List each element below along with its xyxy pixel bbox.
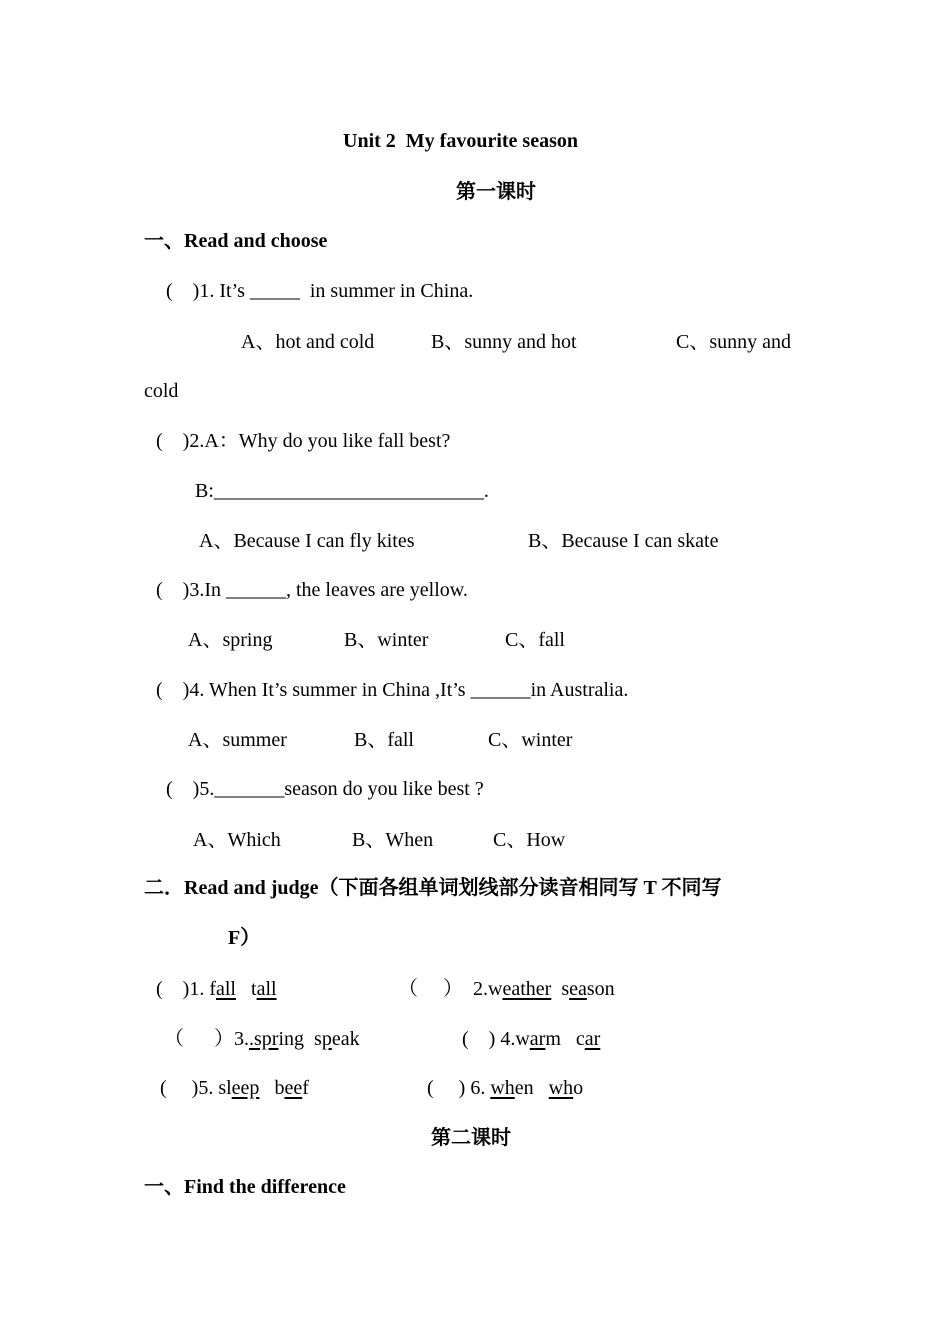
judge-item-paren: ( ) 4. bbox=[462, 1028, 516, 1050]
judge-item-paren: ( )1. bbox=[156, 978, 210, 1000]
section-heading-find-difference: 一、Find the difference bbox=[144, 1176, 346, 1198]
judge-word-1: .spring bbox=[249, 1028, 305, 1050]
section-heading-read-choose: 一、Read and choose bbox=[144, 230, 328, 252]
judge-word-1: when bbox=[490, 1077, 534, 1099]
question-2-stem: ( )2.A：Why do you like fall best? bbox=[156, 430, 451, 452]
judge-word-1: fall bbox=[209, 978, 236, 1000]
judge-word-2: beef bbox=[274, 1077, 309, 1099]
section-heading-read-judge: 二．Read and judge（下面各组单词划线部分读音相同写 T 不同写 bbox=[144, 877, 722, 899]
question-5-option-b: B、When bbox=[352, 829, 434, 851]
question-4-option-b: B、fall bbox=[354, 729, 414, 751]
judge-word-1: weather bbox=[488, 978, 552, 1000]
question-4-option-a: A、summer bbox=[188, 729, 287, 751]
judge-item-paren: ( )5. bbox=[160, 1077, 219, 1099]
question-1-option-c-continued: cold bbox=[144, 380, 179, 402]
judge-word-1: warm bbox=[515, 1028, 561, 1050]
judge-word-1: sleep bbox=[218, 1077, 260, 1099]
judge-item-2 bbox=[398, 977, 615, 1001]
question-5-stem: ( )5._______season do you like best ? bbox=[166, 778, 484, 800]
judge-item-1 bbox=[156, 977, 277, 1001]
judge-item-paren: （ ） 2. bbox=[398, 978, 488, 1000]
question-3-option-c: C、fall bbox=[505, 629, 565, 651]
judge-item-5 bbox=[160, 1076, 309, 1100]
question-1-option-b: B、sunny and hot bbox=[431, 331, 577, 353]
judge-item-3 bbox=[164, 1027, 360, 1051]
question-1-option-a: A、hot and cold bbox=[241, 331, 375, 353]
judge-item-paren: ( ) 6. bbox=[427, 1077, 491, 1099]
lesson-heading-1: 第一课时 bbox=[456, 181, 536, 203]
question-3-stem: ( )3.In ______, the leaves are yellow. bbox=[156, 579, 468, 601]
question-2-answer-line: B:___________________________. bbox=[195, 480, 489, 502]
question-5-option-c: C、How bbox=[493, 829, 566, 851]
question-2-option-a: A、Because I can fly kites bbox=[199, 530, 415, 552]
question-4-option-c: C、winter bbox=[488, 729, 573, 751]
question-4-stem: ( )4. When It’s summer in China ,It’s ______in Australia. bbox=[156, 679, 629, 701]
question-3-option-b: B、winter bbox=[344, 629, 429, 651]
judge-word-2: tall bbox=[251, 978, 277, 1000]
judge-item-paren: （ ）3. bbox=[164, 1028, 249, 1050]
section-heading-read-judge-continued: F） bbox=[228, 927, 261, 949]
judge-word-2: season bbox=[561, 978, 615, 1000]
judge-word-2: car bbox=[575, 1028, 601, 1050]
document-title: Unit 2 My favourite season bbox=[343, 130, 578, 152]
question-1-stem: ( )1. It’s _____ in summer in China. bbox=[166, 280, 474, 302]
question-3-option-a: A、spring bbox=[188, 629, 273, 651]
judge-word-2: who bbox=[548, 1077, 584, 1099]
judge-item-4 bbox=[462, 1027, 600, 1051]
question-1-option-c: C、sunny and bbox=[676, 331, 791, 353]
lesson-heading-2: 第二课时 bbox=[431, 1127, 511, 1149]
judge-item-6 bbox=[427, 1076, 583, 1100]
question-2-option-b: B、Because I can skate bbox=[528, 530, 719, 552]
judge-word-2: speak bbox=[314, 1028, 360, 1050]
question-5-option-a: A、Which bbox=[193, 829, 281, 851]
